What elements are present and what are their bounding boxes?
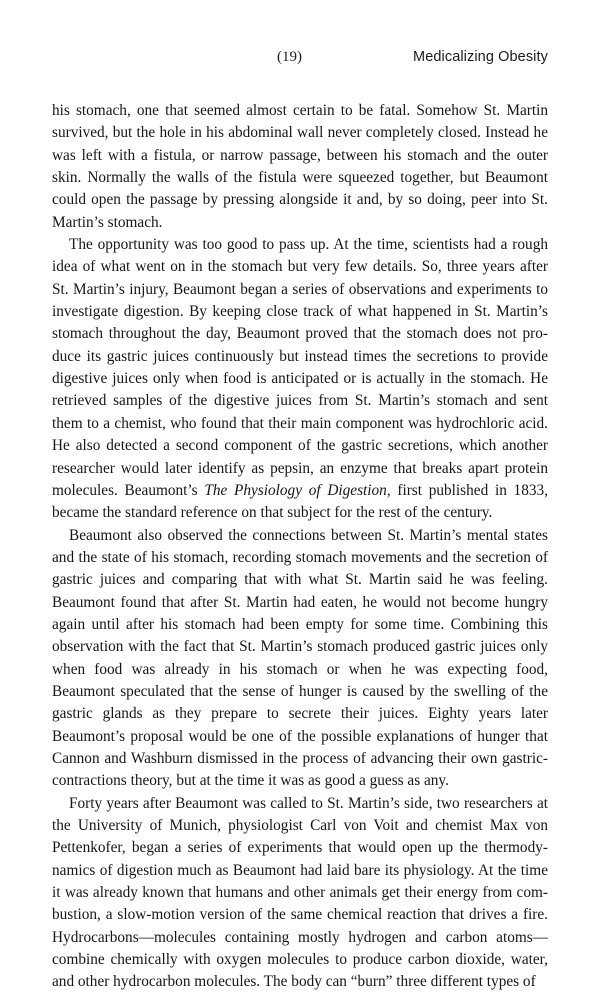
italic-title: The Physiology of Digestion <box>204 481 387 499</box>
paragraph <box>52 100 548 234</box>
text-run: Forty years after Beaumont was called to St. Martin’s side, two researchers at the University of Munich, physiologist Carl von Voit and chemist Max von Pettenkofer, began a series of experiments that would open up the thermodynamics of digestion much as Beaumont had laid bare its physiology. At the time it was already known that humans and other animals get their energy from combustion, a slow-motion version of the same chemical reaction that drives a fire. Hydrocarbons—molecules containing mostly hydrogen and carbon atoms—combine chemically with oxygen molecules to produce carbon dioxide, water, and other hydrocarbon molecules. The body can “burn” three different types of <box>52 794 548 991</box>
paragraph <box>52 234 548 524</box>
text-run: , first published in 1833, became the standard reference on that subject for the rest of the century. <box>52 481 548 522</box>
body-text <box>52 100 548 994</box>
page-number: (19) <box>277 49 302 65</box>
running-title: Medicalizing Obesity <box>413 49 548 65</box>
running-head <box>60 49 548 71</box>
text-run: The opportunity was too good to pass up. At the time, scientists had a rough idea of what went on in the stomach but very few details. So, three years after St. Martin’s injury, Beaumont began a series of observations and experiments to investigate digestion. By keeping close track of what happened in St. Martin’s stomach throughout the day, Beaumont proved that the stomach does not produce its gastric juices continuously but instead times the secretions to provide digestive juices only when food is anticipated or is actually in the stomach. He retrieved samples of the digestive juices from St. Martin’s stomach and sent them to a chemist, who found that their main component was hydrochloric acid. He also detected a second component of the gastric secretions, which another researcher would later identify as pepsin, an enzyme that breaks apart protein molecules. Beaumont’s <box>52 236 548 499</box>
paragraph <box>52 793 548 994</box>
paragraph <box>52 525 548 793</box>
text-run: his stomach, one that seemed almost certain to be fatal. Somehow St. Martin survived, but the hole in his abdominal wall never completely closed. Instead he was left with a fistula, or narrow passage, between his stomach and the outer skin. Normally the walls of the fistula were squeezed together, but Beaumont could open the passage by pressing alongside it and, by so doing, peer into St. Martin’s stomach. <box>52 102 548 231</box>
text-run: Beaumont also observed the connections between St. Martin’s mental states and the state of his stomach, recording stomach movements and the secretion of gastric juices and comparing that with what St. Martin said he was feeling. Beaumont found that after St. Martin had eaten, he would not become hungry again until after his stomach had been empty for some time. Combining this observation with the fact that St. Martin’s stomach produced gastric juices only when food was already in his stomach or when he was expecting food, Beaumont speculated that the sense of hunger is caused by the swelling of the gastric glands as they prepare to secrete their juices. Eighty years later Beaumont’s proposal would be one of the possible explanations of hunger that Cannon and Washburn dismissed in the process of advancing their own gastric-contractions theory, but at the time it was as good a guess as any. <box>52 526 548 790</box>
